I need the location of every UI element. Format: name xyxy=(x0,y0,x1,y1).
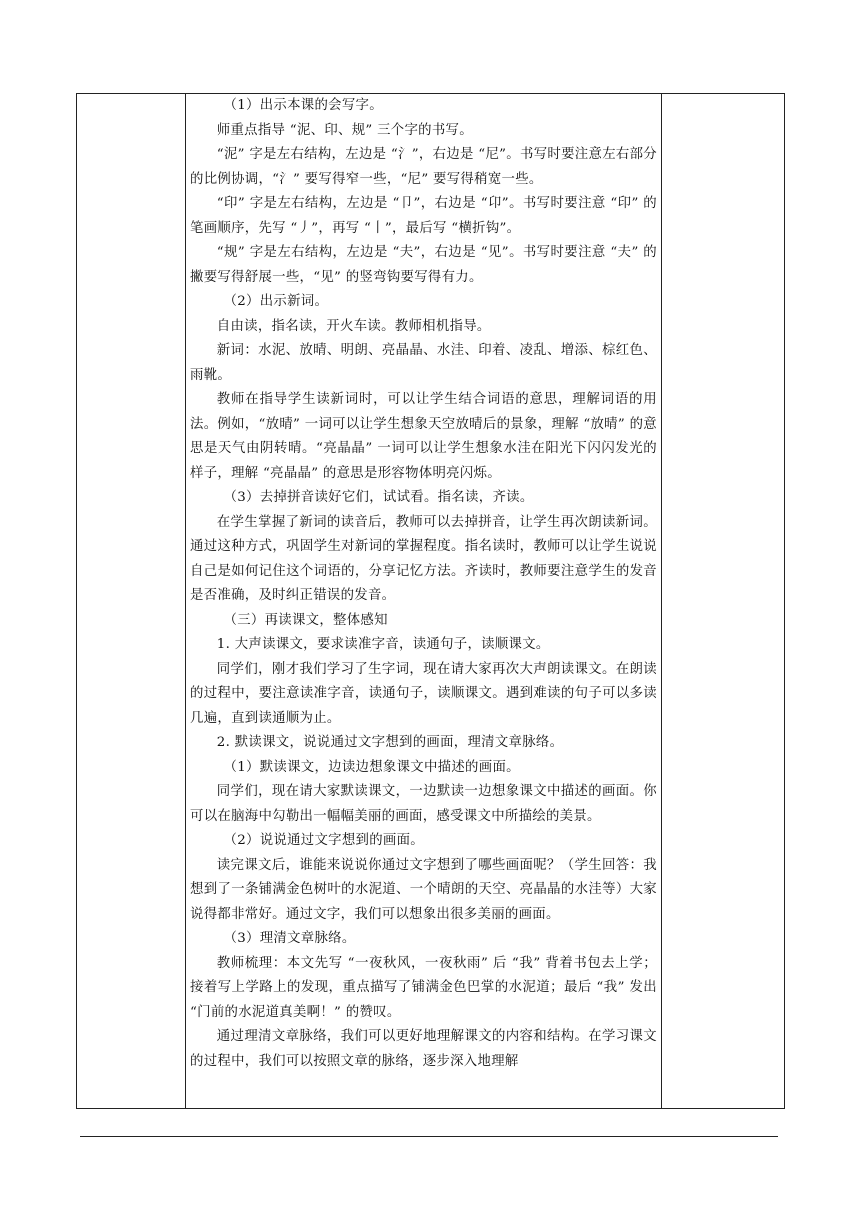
lesson-paragraph: （1）默读课文，边读边想象课文中描述的画面。 xyxy=(223,759,520,775)
lesson-paragraph: 2. 默读课文，说说通过文字想到的画面，理清文章脉络。 xyxy=(216,735,564,750)
lesson-paragraph: （1）出示本课的会写字。 xyxy=(223,98,383,113)
lesson-content-cell xyxy=(186,94,661,1108)
footer-rule xyxy=(80,1136,778,1137)
lesson-paragraph: （3）理清文章脉络。 xyxy=(223,931,356,946)
lesson-paragraph: “泥” 字是左右结构，左边是 “氵”，右边是 “尼”。书写时要注意左右部分的比例协调，“氵” 要写得窄一些，“尼” 要写得稍宽一些。 xyxy=(190,147,657,187)
lesson-paragraph: “规” 字是左右结构，左边是 “夫”，右边是 “见”。书写时要注意 “夫” 的撇要写得舒展一些，“见” 的竖弯钩要写得有力。 xyxy=(190,245,657,285)
lesson-paragraph: （三）再读课文，整体感知 xyxy=(223,612,388,628)
column-divider-right xyxy=(661,94,662,1108)
lesson-paragraph: （2）出示新词。 xyxy=(223,294,329,309)
lesson-paragraph: 同学们，刚才我们学习了生字词，现在请大家再次大声朗读课文。在朗读的过程中，要注意读准字音，读通句子，读顺课文。遇到难读的句子可以多读几遍，直到读通顺为止。 xyxy=(190,661,657,726)
lesson-paragraph: 通过理清文章脉络，我们可以更好地理解课文的内容和结构。在学习课文的过程中，我们可以按照文章的脉络，逐步深入地理解 xyxy=(190,1029,657,1069)
lesson-paragraph: “印” 字是左右结构，左边是 “卩”，右边是 “卬”。书写时要注意 “印” 的笔画顺序，先写 “丿”，再写 “丨”，最后写 “横折钩”。 xyxy=(190,196,657,236)
lesson-paragraph: 在学生掌握了新词的读音后，教师可以去掉拼音，让学生再次朗读新词。通过这种方式，巩固学生对新词的掌握程度。指名读时，教师可以让学生说说自己是如何记住这个词语的，分享记忆方法。齐读时，教师要注意学生的发音是否准确，及时纠正错误的发音。 xyxy=(190,514,657,603)
lesson-paragraph: 自由读，指名读，开火车读。教师相机指导。 xyxy=(216,318,491,334)
lesson-paragraph: 教师在指导学生读新词时，可以让学生结合词语的意思，理解词语的用法。例如，“放晴” 一词可以让学生想象天空放晴后的景象，理解 “放晴” 的意思是天气由阴转晴。“亮晶晶” 一词可以让学生想象水洼在阳光下闪闪发光的样子，理解 “亮晶晶” 的意思是形容物体明亮闪烁。 xyxy=(190,392,657,481)
lesson-table xyxy=(76,93,785,1109)
lesson-paragraph: （3）去掉拼音读好它们，试试看。指名读，齐读。 xyxy=(223,490,534,505)
lesson-paragraph: 新词：水泥、放晴、明朗、亮晶晶、水洼、印着、凌乱、增添、棕红色、雨靴。 xyxy=(190,343,657,383)
lesson-paragraph: （2）说说通过文字想到的画面。 xyxy=(223,833,424,848)
lesson-paragraph: 读完课文后，谁能来说说你通过文字想到了哪些画面呢？（学生回答：我想到了一条铺满金色树叶的水泥道、一个晴朗的天空、亮晶晶的水洼等）大家说得都非常好。通过文字，我们可以想象出很多美丽的画面。 xyxy=(190,857,657,922)
lesson-paragraph: 教师梳理：本文先写 “一夜秋风，一夜秋雨” 后 “我” 背着书包去上学；接着写上学路上的发现，重点描写了铺满金色巴掌的水泥道；最后 “我” 发出 “门前的水泥道真美啊！” 的赞叹。 xyxy=(190,955,657,1020)
lesson-paragraph: 师重点指导 “泥、印、规” 三个字的书写。 xyxy=(216,122,473,138)
lesson-paragraph: 1. 大声读课文，要求读准字音，读通句子，读顺课文。 xyxy=(216,637,550,652)
lesson-paragraph: 同学们，现在请大家默读课文，一边默读一边想象课文中描述的画面。你可以在脑海中勾勒出一幅幅美丽的画面，感受课文中所描绘的美景。 xyxy=(190,784,657,824)
